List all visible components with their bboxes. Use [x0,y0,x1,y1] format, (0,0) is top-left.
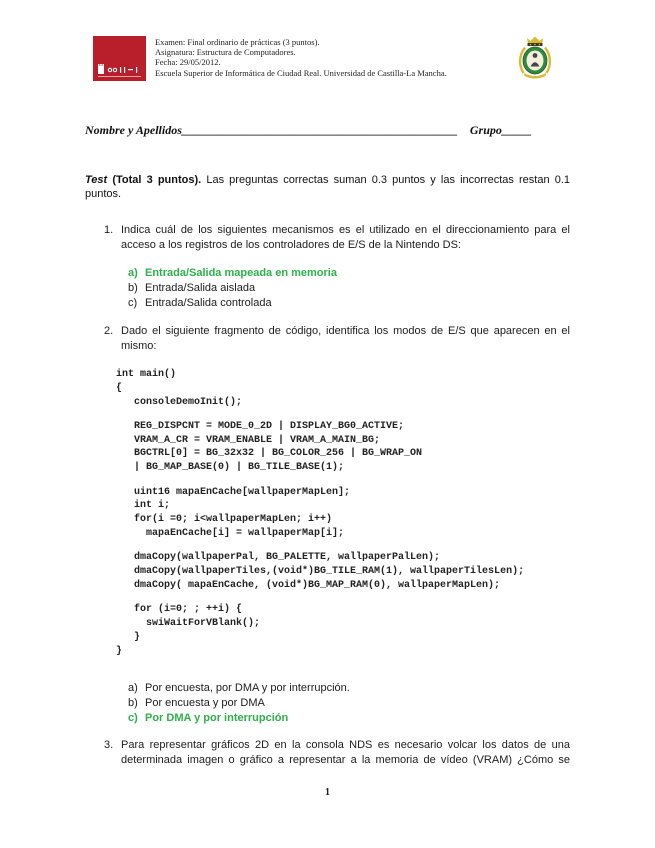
code-line: { [116,382,123,394]
code-line [116,593,524,604]
question-2 [104,324,570,354]
code-line [116,409,524,420]
exam-header [155,37,447,78]
date-line: Fecha: 29/05/2012. [155,57,221,68]
question-text: Indica cuál de los siguientes mecanismos es el utilizado en el direccionamiento para el acceso a los registros de los controladores de E/S de la Nintendo DS: [121,223,570,251]
crest-crown [527,37,543,47]
code-block [116,368,524,658]
test-title: Test [85,174,108,186]
university-logo-icon [93,36,146,81]
code-line: } [116,645,123,657]
option-b [128,281,337,296]
group-label: Grupo [469,123,502,137]
code-line: REG_DISPCNT = MODE_0_2D | DISPLAY_BG0_ACTIVE; [116,420,405,432]
option-letter: a) [128,266,138,279]
question-number: 1. [104,223,114,236]
test-instructions [85,173,570,201]
question-2-options [128,681,350,726]
option-text: Entrada/Salida controlada [145,296,272,309]
code-line: dmaCopy( mapaEnCache, (void*)BG_MAP_RAM(0), wallpaperMapLen); [116,579,501,591]
question-text: Dado el siguiente fragmento de código, identifica los modos de E/S que aparecen en el mismo: [121,325,570,352]
question-3 [104,738,570,768]
option-text: Por encuesta, por DMA y por interrupción. [145,681,350,694]
code-line [116,541,524,552]
option-a [128,681,350,696]
question-1 [104,223,570,253]
code-line: BGCTRL[0] = BG_32x32 | BG_COLOR_256 | BG_WRAP_ON [116,448,423,460]
student-name-line [85,122,532,138]
question-number: 3. [104,738,114,751]
option-c [128,296,337,311]
group-blank: _____ [501,123,532,137]
code-line: VRAM_A_CR = VRAM_ENABLE | VRAM_A_MAIN_BG; [116,434,381,446]
code-line: mapaEnCache[i] = wallpaperMap[i]; [116,527,345,539]
name-blank: ______________________________________________ [181,123,458,137]
subject-line: Asignatura: Estructura de Computadores. [155,47,296,58]
question-1-options [128,266,337,311]
page-number: 1 [325,787,330,798]
option-letter: c) [128,296,138,309]
code-line: swiWaitForVBlank(); [116,617,261,629]
test-total: (Total 3 puntos). [112,174,202,186]
option-text: Entrada/Salida mapeada en memoria [145,266,337,279]
code-line: | BG_MAP_BASE(0) | BG_TILE_BASE(1); [116,462,345,474]
option-a [128,266,337,281]
option-c [128,711,350,726]
logo-background [93,36,146,81]
option-letter: b) [128,696,138,709]
school-crest-graphic [517,35,553,81]
name-label: Nombre y Apellidos [85,123,182,137]
code-line: } [116,631,141,643]
option-text: Por DMA y por interrupción [145,711,289,724]
code-line: for (i=0; ; ++i) { [116,604,243,616]
option-letter: a) [128,681,138,694]
question-text: Para representar gráficos 2D en la consola NDS es necesario volcar los datos de una determinada imagen o gráfico a representar a la memoria de vídeo (VRAM) ¿Cómo se [121,738,570,766]
code-line: dmaCopy(wallpaperPal, BG_PALETTE, wallpaperPalLen); [116,552,441,564]
code-line: dmaCopy(wallpaperTiles,(void*)BG_TILE_RAM(1), wallpaperTilesLen); [116,566,525,578]
option-letter: b) [128,281,138,294]
school-crest-icon [517,35,553,81]
test-rules: Las preguntas correctas suman 0.3 puntos y las incorrectas restan 0.1 puntos. [85,174,570,200]
school-line: Escuela Superior de Informática de Ciudad Real. Universidad de Castilla-La Mancha. [155,67,447,78]
option-b [128,696,350,711]
question-number: 2. [104,325,114,337]
exam-title-line: Examen: Final ordinario de prácticas (3 puntos). [155,37,320,47]
code-line [116,475,524,486]
code-line: int main() [116,369,177,380]
option-letter: c) [128,711,138,724]
option-text: Por encuesta y por DMA [145,696,265,709]
code-line: consoleDemoInit(); [116,396,243,408]
code-line: uint16 mapaEnCache[wallpaperMapLen]; [116,486,351,498]
university-logo-graphic [93,36,146,81]
code-line: int i; [116,500,171,512]
code-line: for(i =0; i<wallpaperMapLen; i++) [116,514,333,526]
option-text: Entrada/Salida aislada [145,281,256,294]
